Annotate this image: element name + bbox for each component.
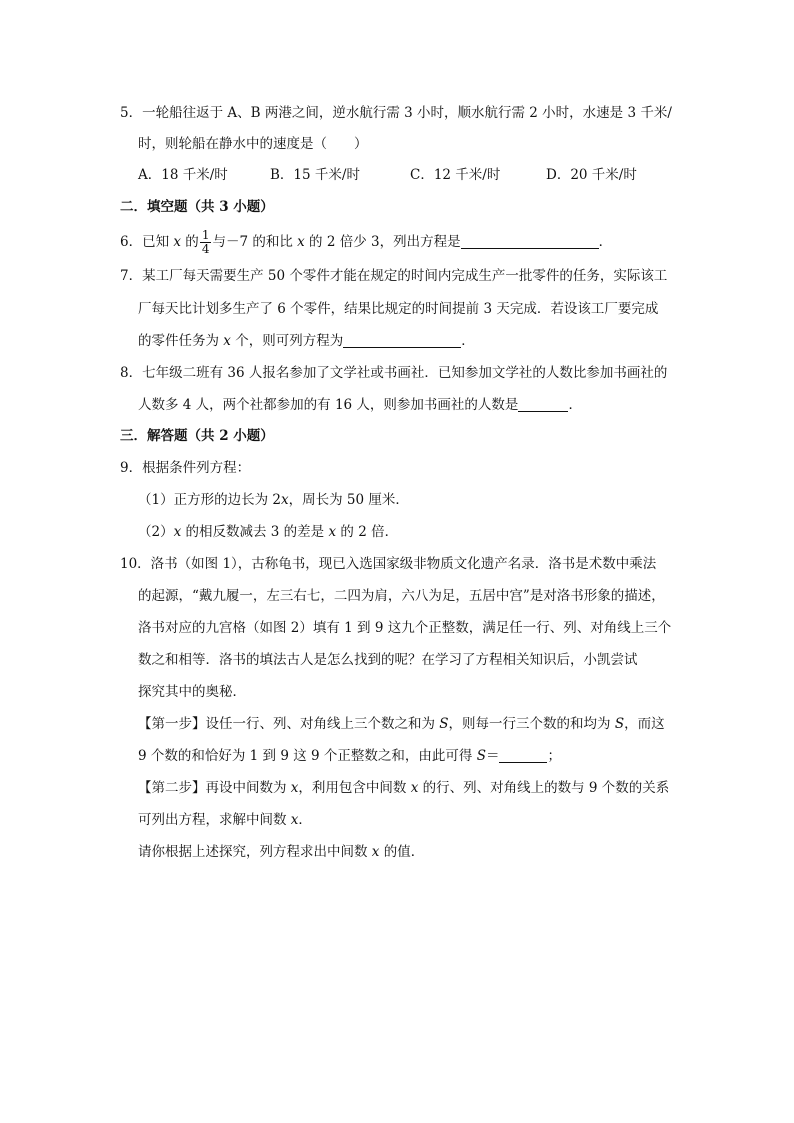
q7-line2: 厂每天比计划多生产了 6 个零件，结果比规定的时间提前 3 天完成．若设该工厂要完成	[138, 301, 659, 317]
q10-line4: 数之和相等．洛书的填法古人是怎么找到的呢？在学习了方程相关知识后，小凯尝试	[138, 652, 638, 668]
q5-option-c[interactable]: C．12 千米/时	[410, 167, 501, 183]
q10-step2-var2: x	[410, 780, 419, 796]
q9-sub1-b: ，周长为 50 厘米．	[288, 492, 409, 508]
q10-step2	[138, 779, 669, 797]
q10-step2-c: 的行、列、对角线上的数与 9 个数的关系	[418, 780, 670, 796]
q10-line3: 洛书对应的九宫格（如图 2）填有 1 到 9 这九个正整数，满足任一行、列、对角线上三个	[138, 620, 672, 636]
q9-sub1-var: x	[280, 492, 289, 508]
q10-step1	[138, 715, 665, 733]
q10-step1-line2	[138, 747, 561, 765]
q10-step2-line2-end: ．	[298, 812, 312, 828]
q10-step2-line2	[138, 811, 312, 829]
q7-line3-b: 个，则可列方程为	[230, 333, 344, 349]
q6-mid3: 的 2 倍少 3，列出方程是	[304, 234, 461, 250]
q6-line	[120, 229, 612, 256]
q6-var-2: x	[297, 234, 305, 250]
q9-sub1-a: （1）正方形的边长为 2	[138, 492, 281, 508]
q10-step1-a: 【第一步】设任一行、列、对角线上三个数之和为	[138, 716, 440, 732]
q6-fraction	[200, 229, 212, 256]
q7-line3-end: ．	[461, 333, 475, 349]
q6-frac-num: 1	[201, 228, 210, 242]
section2-title: 二．填空题（共 3 小题）	[120, 199, 274, 215]
q5-line2: 时，则轮船在静水中的速度是（ ）	[138, 136, 368, 152]
q10-step1-var2: S	[614, 716, 625, 732]
q6-frac-den: 4	[201, 242, 210, 256]
q7-answer-blank[interactable]	[343, 333, 461, 348]
q8-line2-text: 人数多 4 人，两个社都参加的有 16 人，则参加书画社的人数是	[138, 397, 519, 413]
q7-line3-a: 的零件任务为	[138, 333, 224, 349]
q10-s-answer-blank[interactable]	[499, 748, 547, 763]
q10-final	[138, 843, 424, 861]
q10-final-b: 的值．	[379, 844, 425, 860]
q6-prefix: 6．已知	[120, 234, 174, 250]
q8-answer-blank[interactable]	[518, 397, 568, 412]
q10-line1: 10．洛书（如图 1），古称龟书，现已入选国家级非物质文化遗产名录．洛书是术数中乘法	[120, 556, 657, 572]
q10-step2-var: x	[290, 780, 299, 796]
q5-line1: 5．一轮船往返于 A、B 两港之间，逆水航行需 3 小时，顺水航行需 2 小时，水速是 3 千米/	[120, 105, 672, 121]
q5-option-a[interactable]: A．18 千米/时	[138, 167, 228, 183]
q9-sub2-b: 的相反数减去 3 的差是	[181, 524, 329, 540]
q10-final-var: x	[371, 844, 380, 860]
q8-line2-end: ．	[568, 397, 582, 413]
q7-line3	[138, 332, 475, 350]
q6-mid2: 与－7 的和比	[212, 234, 298, 250]
q10-step2-b: ，利用包含中间数	[298, 780, 411, 796]
q10-step1-b: ，则每一行三个数的和均为	[448, 716, 615, 732]
q10-step1-var: S	[439, 716, 449, 732]
q8-line2	[138, 396, 582, 414]
q9-sub2	[138, 523, 398, 541]
q6-mid1: 的	[181, 234, 199, 250]
q10-line2: 的起源，“戴九履一，左三右七，二四为肩，六八为足，五居中宫”是对洛书形象的描述，	[138, 588, 665, 604]
q10-step1-line2-a: 9 个数的和恰好为 1 到 9 这 9 个正整数之和，由此可得	[138, 748, 477, 764]
section3-title: 三．解答题（共 2 小题）	[120, 428, 274, 444]
q7-line1: 7．某工厂每天需要生产 50 个零件才能在规定的时间内完成生产一批零件的任务，实际该工	[120, 268, 668, 284]
q9-sub2-c: 的 2 倍．	[336, 524, 399, 540]
q9-sub1	[138, 491, 409, 509]
q10-final-a: 请你根据上述探究，列方程求出中间数	[138, 844, 372, 860]
q10-step1-c: ，而这	[624, 716, 665, 732]
q8-line1: 8．七年级二班有 36 人报名参加了文学社或书画社．已知参加文学社的人数比参加书画社的	[120, 365, 668, 381]
q10-step1-line2-end: ；	[547, 748, 561, 764]
q10-step2-line2-var: x	[290, 812, 299, 828]
q9-sub2-var: x	[173, 524, 182, 540]
q10-step1-line2-var: S	[476, 748, 486, 764]
q10-step2-line2-a: 可列出方程，求解中间数	[138, 812, 291, 828]
q6-answer-blank[interactable]	[461, 234, 599, 249]
q9-sub2-var2: x	[328, 524, 337, 540]
q10-step1-line2-b: ＝	[485, 748, 500, 764]
q5-option-b[interactable]: B．15 千米/时	[270, 167, 360, 183]
q10-step2-a: 【第二步】再设中间数为	[138, 780, 291, 796]
q9-sub2-a: （2）	[138, 524, 174, 540]
q9-line1: 9．根据条件列方程：	[120, 460, 251, 476]
q10-line5: 探究其中的奥秘．	[138, 684, 246, 700]
q7-var: x	[223, 333, 231, 349]
q5-option-d[interactable]: D．20 千米/时	[546, 167, 637, 183]
q6-end: ．	[598, 234, 613, 250]
q6-var: x	[173, 234, 182, 250]
